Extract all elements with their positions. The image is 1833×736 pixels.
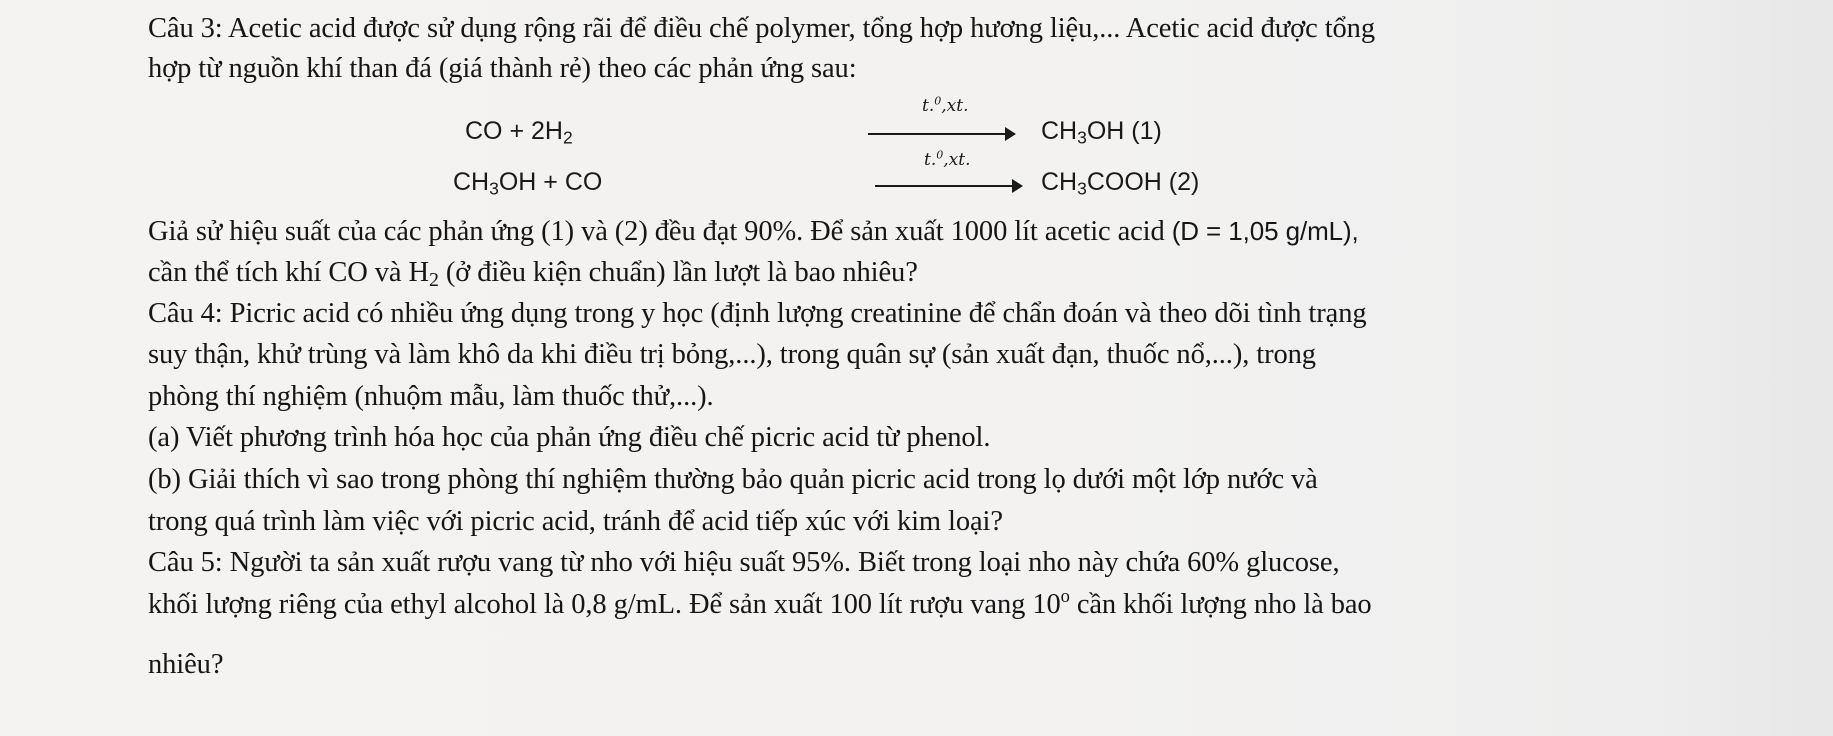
equation-2-reactants: $CH_3OH$ + CO <box>453 168 603 199</box>
q5-line-1: Câu 5: Người ta sản xuất rượu vang từ nho với hiệu suất 95%. Biết trong loại nho này chứa 60% glucose, <box>148 547 1340 578</box>
q4-part-a: (a) Viết phương trình hóa học của phản ứng điều chế picric acid từ phenol. <box>148 422 991 453</box>
q4-part-b-line-1: (b) Giải thích vì sao trong phòng thí nghiệm thường bảo quản picric acid trong lọ dưới một lớp nước và <box>148 464 1318 495</box>
q5-line-2: khối lượng riêng của ethyl alcohol là 0,8 g/mL. Để sản xuất 100 lít rượu vang 10$^o$ cần khối lượng nho là bao <box>148 585 1372 620</box>
q3-line-4: cần thể tích khí CO và $H_2$ (ở điều kiện chuẩn) lần lượt là bao nhiêu? <box>148 257 918 291</box>
q4-line-2: suy thận, khử trùng và làm khô da khi điều trị bỏng,...), trong quân sự (sản xuất đạn, thuốc nổ,...), trong <box>148 339 1316 370</box>
equation-1-conditions: t.$^0$,xt. <box>922 94 969 116</box>
equation-1-product: $CH_3OH$ (1) <box>1041 117 1162 148</box>
q4-part-b-line-2: trong quá trình làm việc với picric acid, tránh để acid tiếp xúc với kim loại? <box>148 506 1003 537</box>
q3-line-1: Câu 3: Acetic acid được sử dụng rộng rãi để điều chế polymer, tổng hợp hương liệu,... Acetic acid được tổng <box>148 13 1375 44</box>
q3-line-3: Giả sử hiệu suất của các phản ứng (1) và (2) đều đạt 90%. Để sản xuất 1000 lít acetic acid (D = 1,05 g/mL), <box>148 216 1359 247</box>
equation-1-arrow <box>868 133 1014 135</box>
equation-2-conditions: t.$^0$,xt. <box>924 148 971 170</box>
q4-line-3: phòng thí nghiệm (nhuộm mẫu, làm thuốc thử,...). <box>148 381 714 412</box>
q3-line-2: hợp từ nguồn khí than đá (giá thành rẻ) theo các phản ứng sau: <box>148 53 857 84</box>
equation-2-arrow <box>875 185 1021 187</box>
q4-line-1: Câu 4: Picric acid có nhiều ứng dụng trong y học (định lượng creatinine để chẩn đoán và theo dõi tình trạng <box>148 298 1367 329</box>
equation-1-reactants: CO + $2H_2$ <box>465 117 573 148</box>
q5-line-3: nhiêu? <box>148 649 224 680</box>
equation-2-product: $CH_3COOH$ (2) <box>1041 168 1200 199</box>
